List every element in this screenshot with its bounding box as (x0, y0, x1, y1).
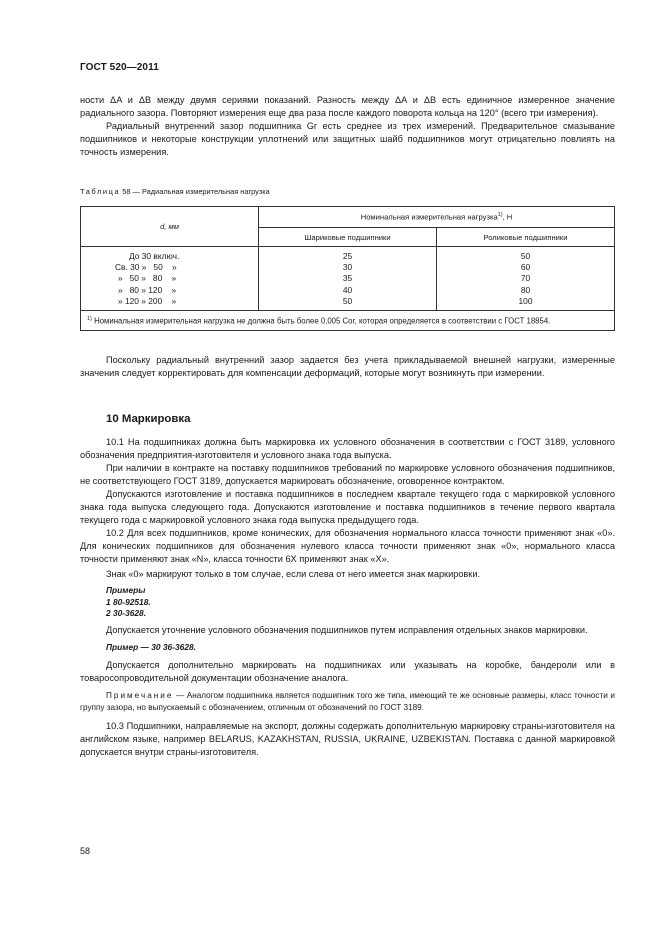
roller-values-cell (437, 247, 615, 311)
header-group: Номинальная измерительная нагрузка$^{1)}$, Н (259, 207, 615, 228)
mid-paragraph (80, 354, 615, 380)
example-item: 1 80-92518. (106, 596, 151, 607)
paragraph: Знак «0» маркируют только в том случае, если слева от него имеется знак маркировки. (106, 569, 481, 579)
paragraph: Поскольку радиальный внутренний зазор задается без учета прикладываемой внешней нагрузки, измеренные значения следует корректировать для компенсации деформаций, которые могут возникнуть при измерении. (80, 355, 615, 378)
example-item: 2 30-3628. (106, 608, 147, 618)
ball-values-cell (259, 247, 437, 311)
load-table (80, 206, 615, 331)
ball-value: 50 (342, 295, 353, 306)
header-ball: Шариковые подшипники (259, 228, 437, 247)
header-roller: Роликовые подшипники (437, 228, 615, 247)
d-value: » 120 » 200 » (118, 295, 177, 306)
d-value: » 80 » 120 » (118, 284, 177, 295)
d-value: » 50 » 80 » (118, 273, 177, 284)
examples-title: Примеры (106, 585, 146, 595)
ball-value: 40 (342, 284, 353, 295)
paragraph: 10.2 Для всех подшипников, кроме конических, для обозначения нормального класса точности применяют знак «0». Для конических подшипников для обозначения нулевого класса точности применяют знак «0», нормального класса точности применяют знак «N», класса точности 6X применяют знак «X». (80, 528, 615, 564)
ball-value: 30 (342, 262, 353, 273)
paragraph: Радиальный внутренний зазор подшипника Gr есть среднее из трех измерений. Предварительное смазывание подшипников и некоторые конструкции уплотнений или защитных шайб подшипников могут отрицательно повлиять на точность измерения. (80, 121, 615, 157)
paragraph: Допускается уточнение условного обозначения подшипников путем исправления отдельных знаков маркировки. (106, 624, 588, 635)
example-item: Пример — 30 36-3628. (106, 641, 196, 652)
top-paragraphs (80, 94, 615, 159)
roller-value: 100 (518, 295, 533, 306)
paragraph: Допускаются изготовление и поставка подшипников в последнем квартале текущего года с маркировкой условного знака года выпуска следующего года. Допускаются изготовление и поставка подшипников в течение первого квартала текущего года с маркировкой условного знака года выпуска предыдущего года. (80, 489, 615, 525)
section-10-body (80, 436, 615, 759)
table-footnote: $^{1)}$ Номинальная измерительная нагрузка не должна быть более 0,005 Cor, которая определяется в соответствии с ГОСТ 18854. (81, 311, 615, 331)
paragraph: ности ΔA и ΔB между двумя сериями показаний. Разность между ΔA и ΔB есть единичное измеренное значение радиального зазора. Повторяют измерения еще два раза после каждого поворота кольца на 120° (всего три измерения). (80, 95, 615, 118)
roller-value: 60 (520, 262, 531, 273)
roller-value: 80 (520, 284, 531, 295)
d-value: До 30 включ. (129, 251, 180, 261)
table-caption-text: 58 — Радиальная измерительная нагрузка (122, 187, 270, 196)
paragraph: При наличии в контракте на поставку подшипников требований по маркировке условного обозначения подшипников, не соответствующего ГОСТ 3189, допускается маркировать обозначение, оговоренное контрактом. (80, 463, 615, 486)
ball-value: 25 (342, 251, 353, 261)
d-values-cell (81, 247, 259, 311)
header-d: d, мм (81, 207, 259, 247)
page-number: 58 (80, 846, 91, 856)
roller-value: 70 (520, 273, 531, 284)
table-caption (80, 187, 270, 196)
section-title: 10 Маркировка (106, 413, 191, 425)
ball-value: 35 (342, 273, 353, 284)
roller-value: 50 (520, 251, 531, 261)
paragraph: Допускается дополнительно маркировать на подшипниках или указывать на коробке, бандероли или в товаросопроводительной документации обозначение аналога. (80, 660, 615, 683)
paragraph: 10.1 На подшипниках должна быть маркировка их условного обозначения в соответствии с ГОСТ 3189, условного обозначения предприятия-изготовителя и условного знака года выпуска. (80, 437, 615, 460)
d-value: Св. 30 » 50 » (115, 262, 177, 273)
note: Примечание — Аналогом подшипника является подшипник того же типа, имеющий те же основные размеры, класс точности и группу зазора, но выпускаемый с обозначением, отличным от обозначений по ГОСТ 3189. (80, 691, 615, 712)
document-header: ГОСТ 520—2011 (80, 62, 159, 73)
paragraph: 10.3 Подшипники, направляемые на экспорт, должны содержать дополнительную маркировку страны-изготовителя на английском языке, например BELARUS, KAZAKHSTAN, RUSSIA, UKRAINE, UZBEKISTAN. Поставка с данной маркировкой допускается внутри страны-изготовителя. (80, 721, 615, 757)
table-caption-label: Таблица (80, 187, 121, 196)
